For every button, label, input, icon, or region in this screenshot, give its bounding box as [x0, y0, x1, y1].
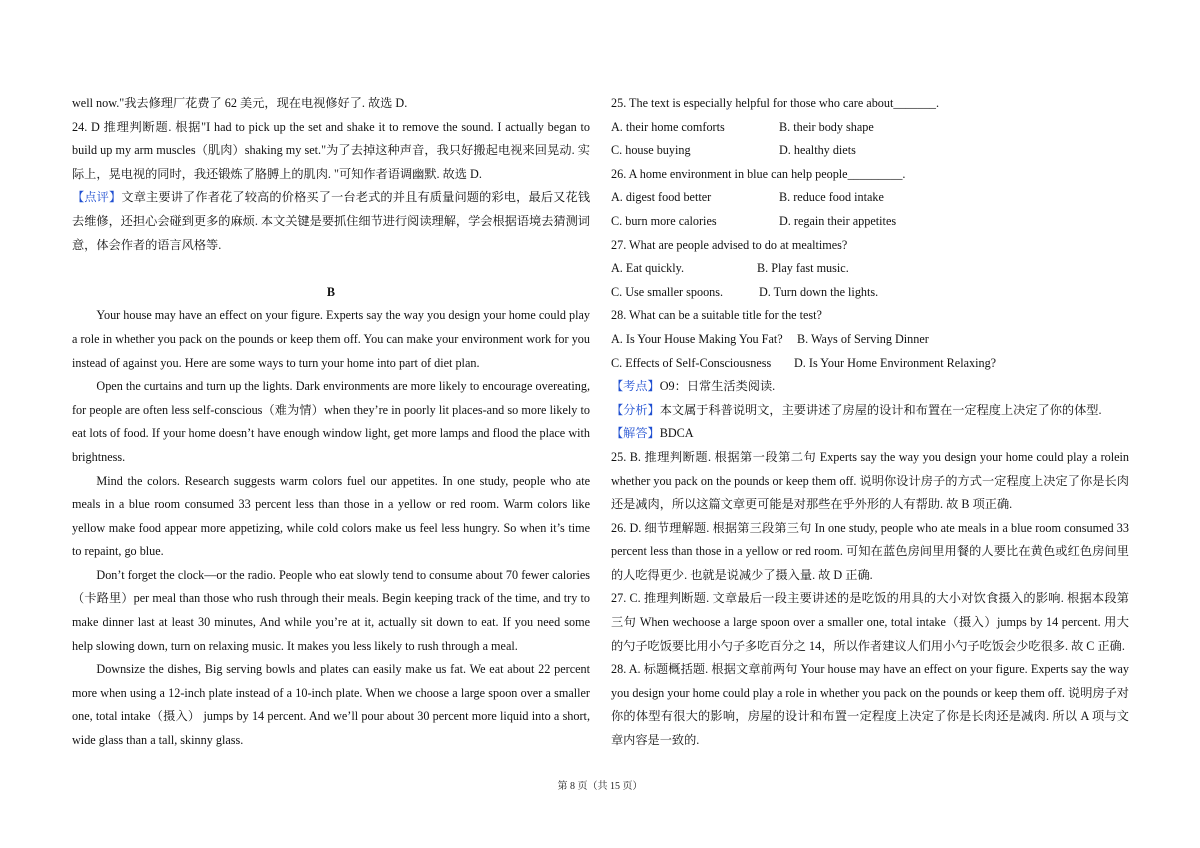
option-27-d: D. Turn down the lights.	[759, 284, 879, 299]
comment-tag: 【点评】	[72, 190, 122, 205]
kaodian-tag: 【考点】	[611, 379, 660, 394]
option-28-d: D. Is Your Home Environment Relaxing?	[794, 355, 997, 370]
passage-paragraph-4: Don’t forget the clock—or the radio. People who eat slowly tend to consume about 70 fewer calories（卡路里）per meal than those who rush through their meals. Begin keeping track of the time, and try to make dinner last at least 30 minutes, And while you’re at it, actually sit down to eat. If you need some help slowing down, turn on relaxing music. It makes you less likely to rush through a meal.	[72, 567, 590, 653]
jieda-tag: 【解答】	[611, 426, 660, 441]
option-27-b: B. Play fast music.	[757, 261, 849, 276]
passage-paragraph-2: Open the curtains and turn up the lights. Dark environments are more likely to encourage overeating, for people are often less self-conscious（难为情）when they’re in poorly lit places-and so more likely to eat lots of food. If your home doesn’t have enough window light, get more lamps and flood the place with brightness.	[72, 379, 590, 464]
question-27-options-cd	[611, 281, 1129, 305]
passage-paragraph-5: Downsize the dishes, Big serving bowls and plates can easily make us fat. We eat about 22 percent more when using a 12-inch plate instead of a 10-inch plate. When we choose a large spoon over a smaller one, total intake（摄入） jumps by 14 percent. And we’ll pour about 30 percent more liquid into a short, wide glass than a tall, skinny glass.	[72, 662, 590, 748]
option-28-a: A. Is Your House Making You Fat?	[611, 331, 783, 346]
question-27: 27. What are people advised to do at mealtimes?	[611, 237, 848, 252]
option-28-b: B. Ways of Serving Dinner	[797, 331, 929, 346]
comment-text: 文章主要讲了作者花了较高的价格买了一台老式的并且有质量问题的彩电，最后又花钱去维修，还担心会碰到更多的麻烦. 本文关键是要抓住细节进行阅读理解，学会根据语境去猜测词意，体会作者的语言风格等.	[72, 190, 591, 252]
option-25-d: D. healthy diets	[779, 143, 856, 158]
kaodian-text: O9：日常生活类阅读.	[659, 379, 776, 394]
page-footer: 第 8 页（共 15 页）	[557, 781, 643, 792]
option-27-a: A. Eat quickly.	[611, 261, 684, 276]
section-heading: B	[326, 284, 336, 299]
explanation-27: 27. C. 推理判断题. 文章最后一段主要讲述的是吃饭的用具的大小对饮食摄入的影响. 根据本段第三句 When wechoose a large spoon over a smaller one, total intake（摄入）jumps by 14 percent. 用大的勺子吃饭要比用小勺子多吃百分之 14，所以作者建议人们用小勺子吃饭会少吃很多. 故 C 正确.	[611, 591, 1129, 653]
option-28-c: C. Effects of Self-Consciousness	[611, 355, 772, 370]
comment-paragraph	[72, 186, 590, 257]
question-27-options-ab	[611, 257, 1129, 281]
explanation-25: 25. B. 推理判断题. 根据第一段第二句 Experts say the way you design your home could play a rolein whether you pack on the pounds or keep them off. 说明你设计房子的方式一定程度上决定了你是长肉还是减肉，所以这篇文章更可能是对那些在乎外形的人有帮助. 故 B 项正确.	[611, 449, 1129, 512]
question-25-options-ab	[611, 116, 1129, 140]
answer-23-tail: well now."我去修理厂花费了 62 美元，现在电视修好了. 故选 D.	[72, 96, 408, 110]
fenxi-text: 本文属于科普说明文，主要讲述了房屋的设计和布置在一定程度上决定了你的体型.	[659, 402, 1102, 417]
question-26: 26. A home environment in blue can help people_________.	[611, 166, 906, 181]
question-28-options-cd	[611, 352, 1129, 376]
question-28: 28. What can be a suitable title for the test?	[611, 308, 822, 323]
right-column	[611, 92, 1129, 753]
question-28-options-ab	[611, 328, 1129, 352]
option-26-b: B. reduce food intake	[779, 190, 884, 205]
fenxi-tag: 【分析】	[611, 402, 660, 417]
jieda-line	[611, 422, 1129, 446]
left-column	[72, 92, 590, 753]
question-25-options-cd	[611, 139, 1129, 163]
fenxi-line	[611, 399, 1129, 423]
option-26-c: C. burn more calories	[611, 213, 717, 228]
question-26-options-ab	[611, 186, 1129, 210]
option-25-a: A. their home comforts	[611, 119, 725, 134]
question-25: 25. The text is especially helpful for those who care about_______.	[611, 96, 940, 110]
question-26-options-cd	[611, 210, 1129, 234]
kaodian-line	[611, 375, 1129, 399]
option-27-c: C. Use smaller spoons.	[611, 284, 724, 299]
explanation-26: 26. D. 细节理解题. 根据第三段第三句 In one study, people who ate meals in a blue room consumed 33 percent less than those in a yellow or red room. 可知在蓝色房间里用餐的人要比在黄色或红色房间里的人吃得更少. 也就是说减少了摄入量. 故 D 正确.	[611, 520, 1129, 582]
option-26-d: D. regain their appetites	[779, 213, 897, 228]
explanation-28: 28. A. 标题概括题. 根据文章前两句 Your house may have an effect on your figure. Experts say the way you design your home could play a role in whether you pack on the pounds or keep them off. 说明房子对你的体型有很大的影响，房屋的设计和布置一定程度上决定了你是长肉还是减肉. 所以 A 项与文章内容是一致的.	[611, 662, 1129, 748]
passage-paragraph-1: Your house may have an effect on your figure. Experts say the way you design your home could play a role in whether you pack on the pounds or keep them off. You can make your environment work for you instead of against you. Here are some ways to turn your home into part of diet plan.	[72, 308, 590, 370]
answer-24: 24. D 推理判断题. 根据"I had to pick up the set and shake it to remove the sound. I actually began to build up my arm muscles（肌肉）shaking my set."为了去掉这种声音，我只好搬起电视来回晃动. 实际上，晃电视的同时，我还锻炼了胳膊上的肌肉. "可知作者语调幽默. 故选 D.	[72, 119, 590, 181]
option-26-a: A. digest food better	[611, 190, 712, 205]
passage-paragraph-3: Mind the colors. Research suggests warm colors fuel our appetites. In one study, people who ate meals in a blue room consumed 33 percent less than those in a yellow or red room. Warm colors like yellow make food appear more appetizing, while cold colors make us feel less hungry. So when it’s time to repaint, go blue.	[72, 473, 590, 559]
option-25-c: C. house buying	[611, 143, 691, 158]
jieda-text: BDCA	[659, 426, 694, 441]
option-25-b: B. their body shape	[779, 119, 874, 134]
